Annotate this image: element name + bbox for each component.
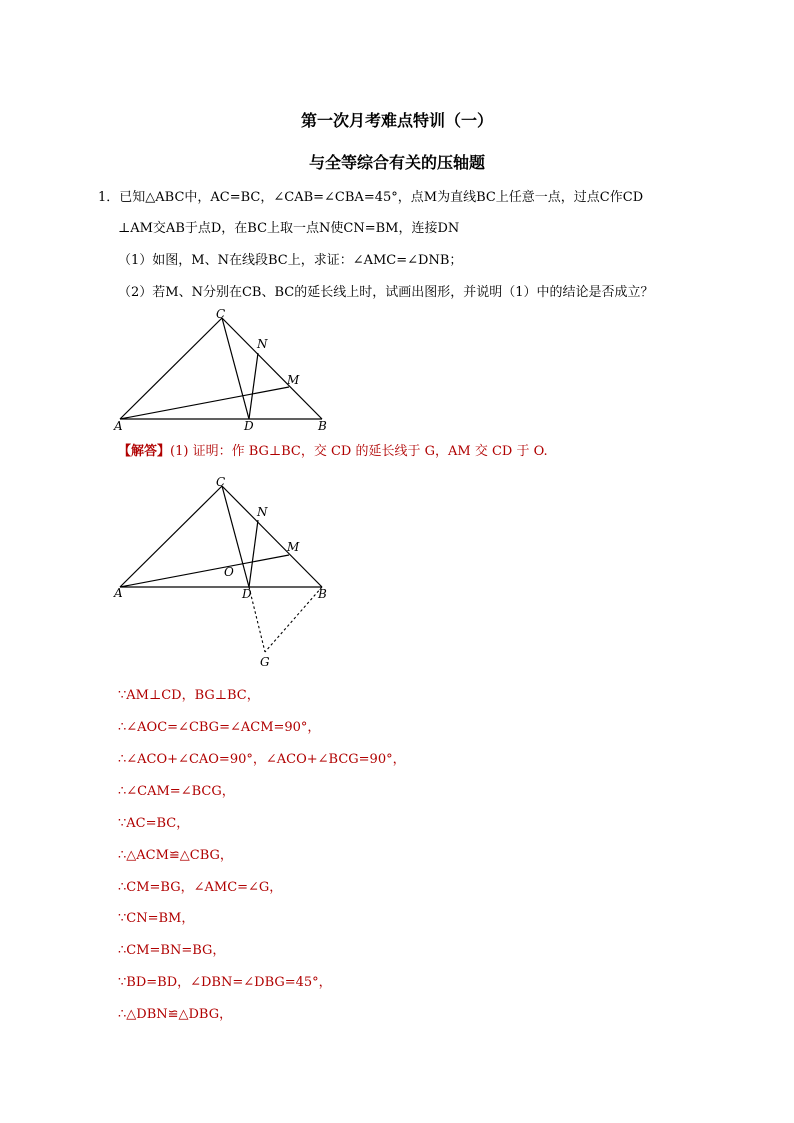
proof-step: ∵AC=BC，	[118, 816, 190, 831]
problem-part-1: （1）如图，M、N在线段BC上，求证：∠AMC=∠DNB；	[118, 253, 463, 268]
proof-step: ∴△DBN≌△DBG，	[118, 1007, 233, 1022]
label-n: N	[257, 505, 268, 519]
label-n: N	[257, 337, 268, 351]
segment-dn	[249, 520, 258, 587]
proof-step: ∴△ACM≌△CBG，	[118, 848, 233, 863]
page-subtitle: 与全等综合有关的压轴题	[308, 153, 485, 172]
label-m: M	[287, 373, 300, 387]
label-g: G	[260, 655, 270, 669]
label-b: B	[318, 419, 327, 433]
problem-line-2: ⊥AM交AB于点D，在BC上取一点N使CN=BM，连接DN	[118, 221, 460, 236]
segment-am	[120, 387, 289, 419]
proof-step: ∵AM⊥CD，BG⊥BC，	[118, 688, 260, 703]
segment-cd	[222, 318, 249, 419]
proof-step: ∴∠CAM=∠BCG，	[118, 784, 235, 799]
proof-step: ∴CM=BN=BG，	[118, 943, 226, 958]
label-a: A	[114, 586, 123, 600]
proof-step: ∴∠ACO+∠CAO=90°，∠ACO+∠BCG=90°，	[118, 752, 406, 767]
answer-intro-text: (1) 证明：作 BG⊥BC，交 CD 的延长线于 G，AM 交 CD 于 O.	[170, 444, 548, 459]
problem-line-1: 1．已知△ABC中，AC=BC，∠CAB=∠CBA=45°，点M为直线BC上任意一点，过点C作CD	[98, 190, 644, 205]
label-d: D	[242, 587, 252, 601]
segment-am	[120, 555, 289, 587]
label-o: O	[224, 565, 234, 579]
segment-cb	[222, 486, 322, 587]
triangle-figure-1	[105, 305, 365, 435]
segment-ac	[120, 486, 222, 587]
label-m: M	[287, 540, 300, 554]
segment-cb	[222, 318, 322, 419]
answer-intro	[118, 444, 548, 460]
proof-step: ∴CM=BG，∠AMC=∠G，	[118, 880, 283, 895]
label-c: C	[216, 475, 226, 489]
label-d: D	[244, 419, 254, 433]
segment-bg-dotted	[265, 587, 322, 652]
problem-part-2: （2）若M、N分别在CB、BC的延长线上时，试画出图形，并说明（1）中的结论是否成立？	[118, 285, 654, 300]
segment-dn	[249, 353, 258, 419]
proof-step: ∴∠AOC=∠CBG=∠ACM=90°，	[118, 720, 321, 735]
segment-ac	[120, 318, 222, 419]
label-c: C	[216, 307, 226, 321]
label-a: A	[114, 419, 123, 433]
proof-step: ∵CN=BM，	[118, 911, 195, 926]
page-title: 第一次月考难点特训（一）	[300, 111, 493, 130]
answer-tag: 【解答】	[118, 444, 171, 459]
proof-step: ∵BD=BD，∠DBN=∠DBG=45°，	[118, 975, 332, 990]
triangle-figure-2	[105, 472, 365, 672]
label-b: B	[318, 587, 327, 601]
